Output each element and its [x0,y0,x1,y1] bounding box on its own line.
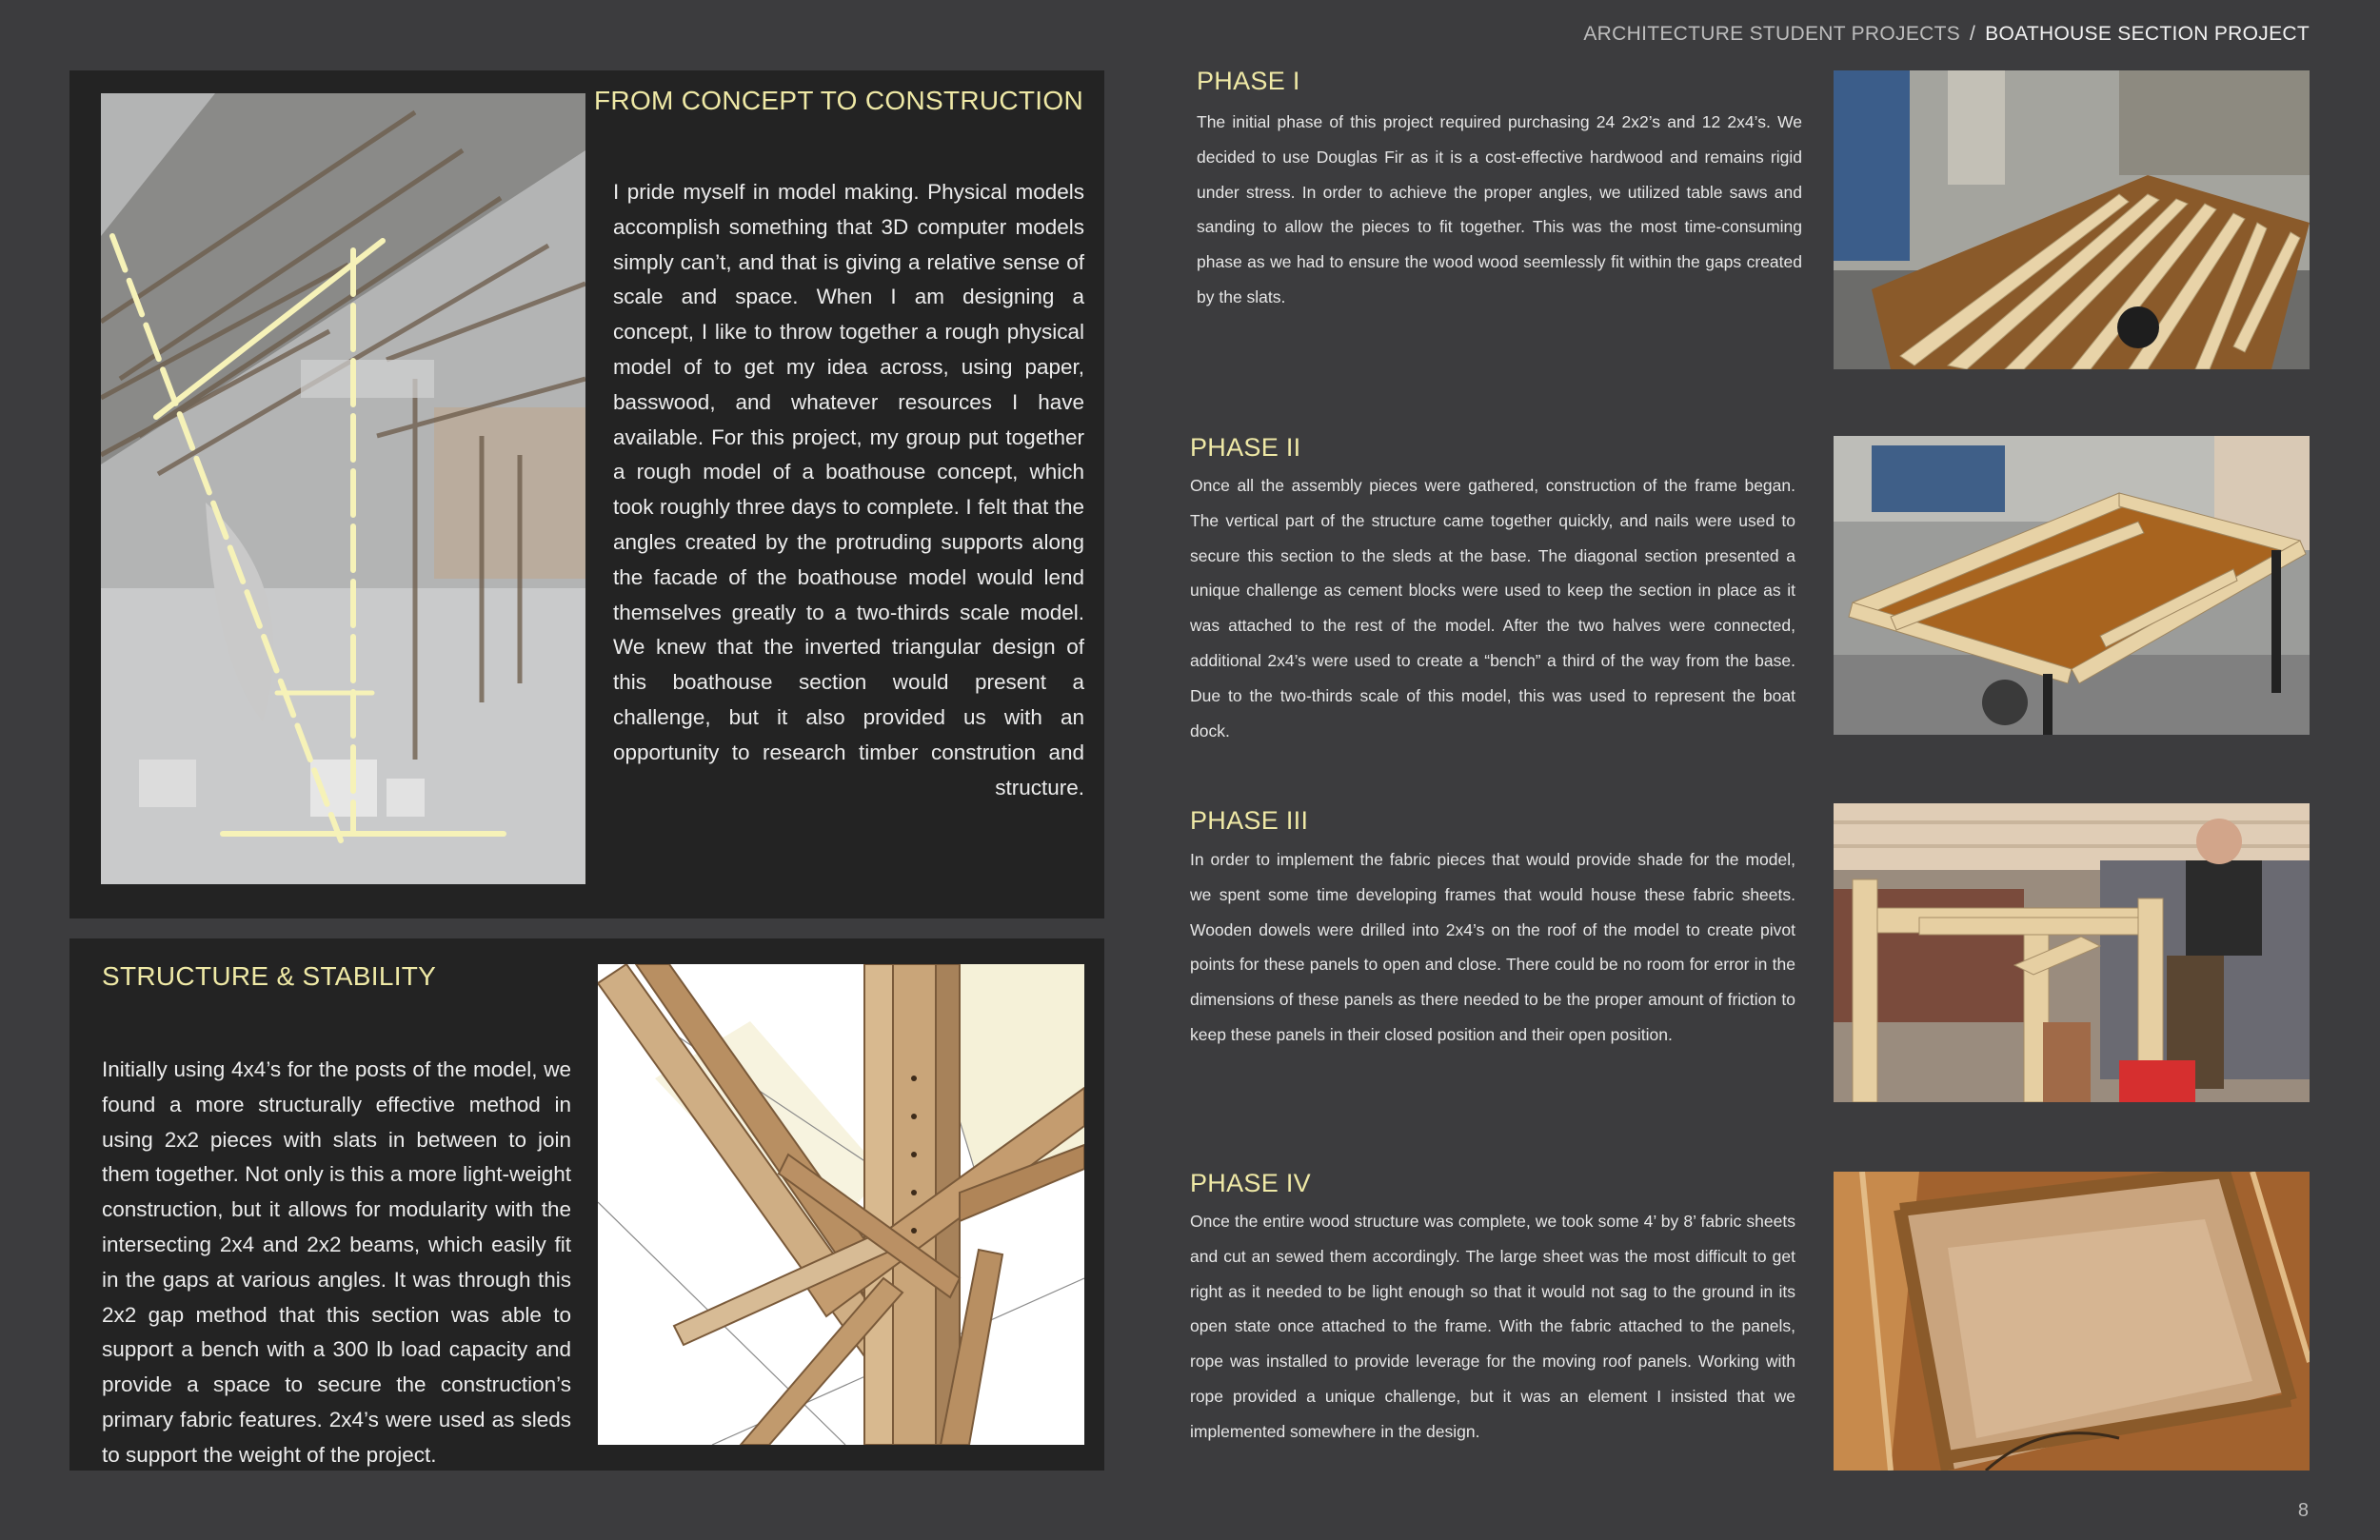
phase-4-body: Once the entire wood structure was complete, we took some 4’ by 8’ fabric sheets and cut an sewed them accordingly. The large sheet was the most difficult to get right as it needed to be light enough so that it would not sag to the ground in its open state once attached to the frame. With the fabric attached to the panels, rope was installed to provide leverage for the moving roof panels. Working with rope provided a unique challenge, but it was an element I insisted that we implemented somewhere in the design. [1190,1212,1795,1441]
phase-3-title: PHASE III [1190,806,1309,835]
phase-1-photo [1834,70,2310,369]
phase-1-body: The initial phase of this project required purchasing 24 2x2’s and 12 2x4’s. We decided to use Douglas Fir as it is a cost-effective hardwood and remains rigid under stress. In order to achieve the proper angles, we utilized table saws and sanding to allow the pieces to fit together. This was the most time-consuming phase as we had to ensure the wood wood seemlessly fit within the gaps created by the slats. [1197,112,1802,306]
concept-body: I pride myself in model making. Physical models accomplish something that 3D computer models simply can’t, and that is giving a relative sense of scale and space. When I am designing a concept, I like to throw together a rough physical model of to get my idea across, using paper, basswood, and whatever resources I have available. For this project, my group put together a rough model of a boathouse concept, which took roughly three days to complete. I felt that the angles created by the protruding supports along the facade of the boathouse model would lend themselves greatly to a two-thirds scale model. We knew that the inverted triangular design of this boathouse section would present a challenge, but it also provided us with an opportunity to research timber constrution and structure. [613,180,1084,800]
model-photo [101,93,585,884]
page-number: 8 [2297,1500,2309,1521]
breadcrumb-section[interactable]: ARCHITECTURE STUDENT PROJECTS [1583,23,1961,45]
phase-2-title: PHASE II [1190,433,1301,462]
phase-2-body: Once all the assembly pieces were gathered, construction of the frame began. The vertical part of the structure came together quickly, and nails were used to secure this section to the sleds at the base. The diagonal section presented a unique challenge as cement blocks were used to keep the section in place as it was attached to the rest of the model. After the two halves were connected, additional 2x4’s were used to create a “bench” a third of the way from the base. Due to the two-thirds scale of this model, this was used to represent the boat dock. [1190,476,1795,740]
phase-2-photo [1834,436,2310,735]
breadcrumb-current: BOATHOUSE SECTION PROJECT [1985,23,2310,45]
phase-4-photo [1834,1172,2310,1471]
structure-panel [69,938,1104,1471]
concept-panel [69,70,1104,918]
structure-title: STRUCTURE & STABILITY [102,961,437,991]
phase-4-title: PHASE IV [1190,1169,1311,1197]
breadcrumb-separator: / [1970,23,1976,45]
concept-title: FROM CONCEPT TO CONSTRUCTION [594,86,1083,115]
breadcrumb [1583,23,2310,46]
phase-3-body: In order to implement the fabric pieces that would provide shade for the model, we spent some time developing frames that would house these fabric sheets. Wooden dowels were drilled into 2x4’s on the roof of the model to create pivot points for these panels to open and close. There could be no room for error in the dimensions of these panels as there needed to be the proper amount of friction to keep these panels in their closed position and their open position. [1190,850,1795,1044]
structure-render [598,964,1084,1445]
phase-3-photo [1834,803,2310,1102]
structure-body: Initially using 4x4’s for the posts of the model, we found a more structurally effective method in using 2x2 pieces with slats in between to join them together. Not only is this a more light-weight construction, but it allows for modularity with the intersecting 2x4 and 2x2 beams, which easily fit in the gaps at various angles. It was through this 2x2 gap method that this section was able to support a bench with a 300 lb load capacity and provide a space to secure the construction’s primary fabric features. 2x4’s were used as sleds to support the weight of the project. [102,1057,571,1467]
phase-1-title: PHASE I [1197,67,1300,95]
